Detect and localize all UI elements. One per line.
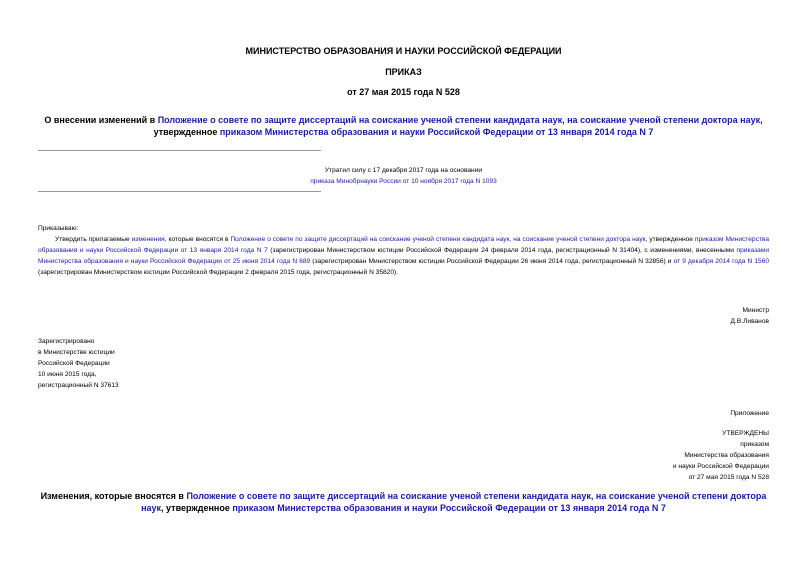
order-word: Приказываю: xyxy=(38,225,79,232)
appendix-line-3: Министерства образования xyxy=(684,452,769,459)
par-text-6: (зарегистрирован Министерством юстиции Российской Федерации 2 февраля 2015 года, регистрационный N 35820). xyxy=(38,269,399,276)
par-text-3: , утвержденное xyxy=(645,236,695,243)
appendix-line-5: от 27 мая 2015 года N 528 xyxy=(688,474,769,481)
registration-line-1: Зарегистрировано xyxy=(38,338,95,345)
registration-line-2: в Министерстве юстиции xyxy=(38,349,115,356)
signature-position: Министр xyxy=(742,307,769,314)
title-middle: утвержденное xyxy=(153,127,220,137)
par-text-5: (зарегистрирован Министерством юстиции Российской Федерации 26 июня 2014 года, регистрационный N 32856) и xyxy=(310,258,674,265)
appendix-line-4: и науки Российской Федерации xyxy=(672,463,769,470)
par-link-changes[interactable]: изменения xyxy=(131,236,165,243)
divider-bottom xyxy=(38,191,321,192)
doc-title-line2 xyxy=(0,127,807,137)
par-text-4: (зарегистрирован Министерством юстиции Российской Федерации 24 февраля 2014 года, регистрационный N 31404), с изменениями, внесенными xyxy=(267,247,737,254)
appendix-line-2: приказом xyxy=(740,441,769,448)
title-link-order[interactable]: приказом Министерства образования и науки Российской Федерации от 13 января 2014 года N 7 xyxy=(219,127,654,137)
par-text-1: Утвердить прилагаемые xyxy=(55,236,132,243)
par-link-order-7[interactable]: приказом Министерства образования и науки Российской Федерации от 13 января 2014 года N 7 xyxy=(38,236,769,254)
registration-line-5: регистрационный N 37613 xyxy=(38,382,119,389)
changes-title-line1 xyxy=(0,491,807,501)
changes-title-line2 xyxy=(0,503,807,513)
divider-top xyxy=(38,150,321,151)
par-text-2: , которые вносятся в xyxy=(164,236,231,243)
changes-title-link-order[interactable]: приказом Министерства образования и науки Российской Федерации от 13 января 2014 года N 7 xyxy=(232,503,666,513)
status-line: Утратил силу с 17 декабря 2017 года на основании xyxy=(324,167,483,174)
title-prefix: О внесении изменений в xyxy=(44,115,158,125)
order-paragraph xyxy=(38,234,769,278)
changes-title-link-regulation[interactable]: Положение о совете по защите диссертаций на соискание ученой степени кандидата наук, на соискание ученой степени доктора xyxy=(186,491,767,501)
par-link-orders-689[interactable]: приказами Министерства образования и науки Российской Федерации от 25 июня 2014 года N 689 xyxy=(38,247,769,265)
appendix-label: Приложение xyxy=(730,410,769,417)
appendix-line-1: УТВЕРЖДЕНЫ xyxy=(722,430,769,437)
status-link[interactable]: приказа Минобрнауки России от 10 ноября 2017 года N 1093 xyxy=(310,178,497,185)
changes-title-link-regulation-cont[interactable]: наук xyxy=(141,503,162,513)
ministry-heading: МИНИСТЕРСТВО ОБРАЗОВАНИЯ И НАУКИ РОССИЙСКОЙ ФЕДЕРАЦИИ xyxy=(245,46,562,56)
title-link-regulation[interactable]: Положение о совете по защите диссертаций на соискание ученой степени кандидата наук, на соискание ученой степени доктора наук, xyxy=(157,115,763,125)
signature-name: Д.В.Ливанов xyxy=(730,318,769,325)
changes-title-middle: , утвержденное xyxy=(161,503,233,513)
registration-line-3: Российской Федерации xyxy=(38,360,110,367)
par-link-regulation[interactable]: Положение о совете по защите диссертаций на соискание ученой степени кандидата наук, на соискание ученой степени доктора наук xyxy=(230,236,646,243)
registration-line-4: 10 июня 2015 года, xyxy=(38,371,97,378)
doc-type-heading: ПРИКАЗ xyxy=(385,67,422,77)
doc-title-line1 xyxy=(0,115,807,125)
doc-date-number: от 27 мая 2015 года N 528 xyxy=(347,87,460,97)
changes-title-prefix: Изменения, которые вносятся в xyxy=(40,491,187,501)
par-link-order-1560[interactable]: от 9 декабря 2014 года N 1560 xyxy=(673,258,770,265)
